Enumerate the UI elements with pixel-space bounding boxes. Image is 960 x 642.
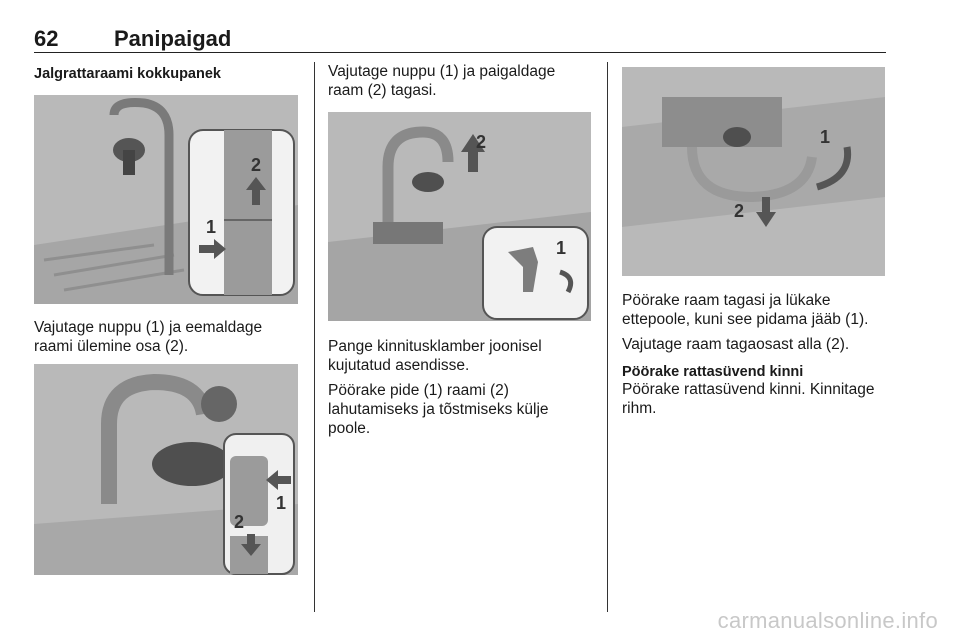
section-title: Panipaigad — [114, 26, 232, 51]
subsection-heading: Jalgrattaraami kokkupanek — [34, 66, 221, 82]
figure-reinstall-frame — [328, 112, 591, 321]
figure-label-2: 2 — [476, 132, 487, 152]
figure-label-1: 1 — [820, 127, 831, 147]
paragraph: Vajutage nuppu (1) ja paigaldage raam (2) tagasi. — [328, 63, 556, 99]
text-block — [622, 291, 887, 418]
figure-label-2: 2 — [234, 512, 245, 532]
figure-remove-frame-top — [34, 95, 298, 304]
figure-label-1: 1 — [556, 238, 567, 258]
column-1 — [34, 62, 300, 82]
subsection-heading: Pöörake rattasüvend kinni — [622, 364, 804, 380]
text-block — [328, 337, 593, 438]
figure-frame-detail — [34, 364, 298, 575]
column-divider — [607, 62, 608, 612]
paragraph: Pöörake rattasüvend kinni. Kinnitage rihm. — [622, 381, 875, 417]
figure-rotate-frame — [622, 67, 885, 276]
paragraph: Vajutage raam tagaosast alla (2). — [622, 336, 850, 353]
figure-label-2: 2 — [734, 201, 745, 221]
column-divider — [314, 62, 315, 612]
paragraph: Pöörake raam tagasi ja lükake ettepoole, kuni see pidama jääb (1). — [622, 292, 869, 328]
page-header — [34, 22, 886, 53]
figure-label-1: 1 — [276, 493, 287, 513]
watermark: carmanualsonline.info — [717, 608, 938, 633]
figure-label-1: 1 — [206, 217, 217, 237]
column-2 — [328, 62, 593, 100]
paragraph: Pöörake pide (1) raami (2) lahutamiseks ja tõstmiseks külje poole. — [328, 382, 549, 437]
text-block — [34, 318, 300, 356]
paragraph: Vajutage nuppu (1) ja eemaldage raami ülemine osa (2). — [34, 319, 263, 355]
paragraph: Pange kinnitusklamber joonisel kujutatud asendisse. — [328, 338, 542, 374]
figure-label-2: 2 — [251, 155, 262, 175]
page-number: 62 — [34, 26, 59, 51]
